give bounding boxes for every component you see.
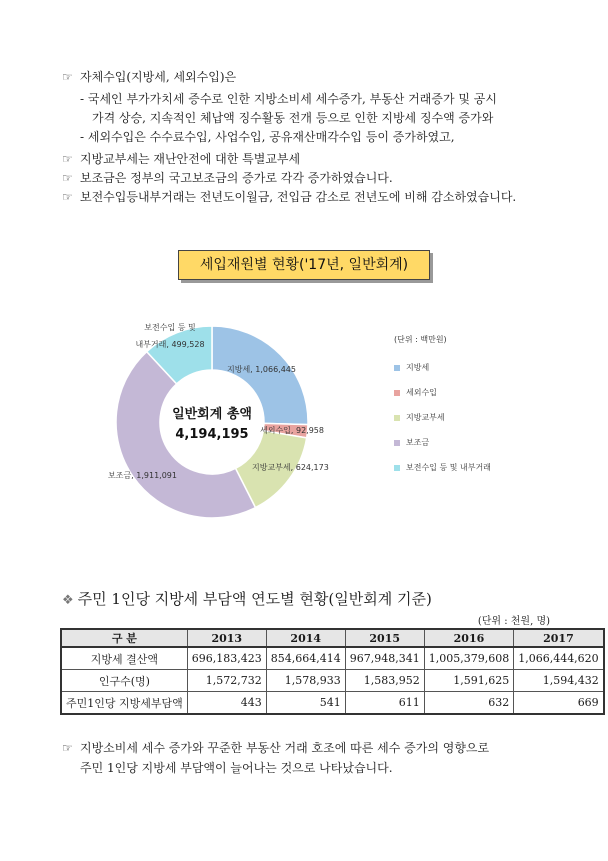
legend-item-internal bbox=[394, 462, 491, 473]
sub-item-non-tax: - 세외수입은 수수료수입, 사업수입, 공유재산매각수입 등이 증가하였고, bbox=[80, 130, 455, 144]
bullet-internal-transactions bbox=[62, 189, 516, 205]
table-row bbox=[61, 692, 604, 715]
cell: 1,005,379,608 bbox=[424, 647, 513, 670]
legend-label: 지방교부세 bbox=[406, 413, 445, 422]
donut-chart bbox=[90, 300, 390, 530]
note-line-2: 주민 1인당 지방세 부담액이 늘어나는 것으로 나타났습니다. bbox=[80, 761, 393, 775]
pointing-hand-icon: ☞ bbox=[62, 152, 73, 166]
legend-swatch bbox=[394, 365, 400, 371]
cell: 1,583,952 bbox=[345, 670, 424, 692]
cell: 1,591,625 bbox=[424, 670, 513, 692]
table-row bbox=[61, 670, 604, 692]
cell: 611 bbox=[345, 692, 424, 715]
note-line-1 bbox=[62, 738, 489, 758]
header-2017: 2017 bbox=[514, 629, 604, 647]
row-label: 지방세 결산액 bbox=[61, 647, 187, 670]
legend-swatch bbox=[394, 390, 400, 396]
chart-title: 세입재원별 현황('17년, 일반회계) bbox=[178, 250, 430, 280]
slice-label-subsidy: 보조금, 1,911,091 bbox=[108, 471, 177, 480]
legend-swatch bbox=[394, 440, 400, 446]
legend-item-grant-tax bbox=[394, 412, 445, 423]
section-title bbox=[62, 588, 432, 609]
legend-label: 보조금 bbox=[406, 438, 430, 447]
header-2014: 2014 bbox=[266, 629, 345, 647]
table-row bbox=[61, 647, 604, 670]
cell: 854,664,414 bbox=[266, 647, 345, 670]
row-label: 주민1인당 지방세부담액 bbox=[61, 692, 187, 715]
legend-swatch bbox=[394, 415, 400, 421]
section-title-text: 주민 1인당 지방세 부담액 연도별 현황(일반회계 기준) bbox=[77, 590, 432, 608]
legend-label: 세외수입 bbox=[406, 388, 437, 397]
slice-label-local-tax: 지방세, 1,066,445 bbox=[227, 365, 296, 374]
donut-center-label: 일반회계 총액 bbox=[172, 407, 252, 422]
slice-label-non-tax: 세외수입, 92,958 bbox=[260, 426, 324, 435]
bullet-text: 보조금은 정부의 국고보조금의 증가로 각각 증가하였습니다. bbox=[80, 171, 393, 185]
bullet-text: 지방교부세는 재난안전에 대한 특별교부세 bbox=[80, 152, 301, 166]
cell: 669 bbox=[514, 692, 604, 715]
legend-unit: (단위 : 백만원) bbox=[394, 335, 447, 344]
pointing-hand-icon: ☞ bbox=[62, 741, 73, 755]
cell: 696,183,423 bbox=[187, 647, 266, 670]
cell: 1,578,933 bbox=[266, 670, 345, 692]
cell: 541 bbox=[266, 692, 345, 715]
legend-item-non-tax bbox=[394, 387, 437, 398]
legend-item-local-tax bbox=[394, 362, 429, 373]
header-2015: 2015 bbox=[345, 629, 424, 647]
row-label: 인구수(명) bbox=[61, 670, 187, 692]
cell: 1,594,432 bbox=[514, 670, 604, 692]
note-text: 지방소비세 세수 증가와 꾸준한 부동산 거래 호조에 따른 세수 증가의 영향으로 bbox=[80, 741, 490, 755]
cell: 967,948,341 bbox=[345, 647, 424, 670]
sub-item-local-tax-cont: 가격 상승, 지속적인 체납액 징수활동 전개 등으로 인한 지방세 징수액 증가와 bbox=[92, 111, 494, 125]
bullet-text: 자체수입(지방세, 세외수입)은 bbox=[80, 70, 237, 84]
pointing-hand-icon: ☞ bbox=[62, 190, 73, 204]
header-category: 구 분 bbox=[61, 629, 187, 647]
sub-item-local-tax: - 국세인 부가가치세 증수로 인한 지방소비세 세수증가, 부동산 거래증가 및 공시 bbox=[80, 92, 497, 106]
slice-label-grant-tax: 지방교부세, 624,173 bbox=[252, 463, 329, 472]
slice-label-internal-2: 내부거래, 499,528 bbox=[135, 340, 205, 349]
legend-label: 지방세 bbox=[406, 363, 430, 372]
diamond-bullet-icon: ❖ bbox=[62, 593, 74, 608]
cell: 443 bbox=[187, 692, 266, 715]
header-2016: 2016 bbox=[424, 629, 513, 647]
legend-item-subsidy bbox=[394, 437, 429, 448]
donut-center-value: 4,194,195 bbox=[175, 427, 249, 442]
conclusion-note bbox=[62, 738, 489, 778]
cell: 1,572,732 bbox=[187, 670, 266, 692]
bullet-grant-tax bbox=[62, 151, 300, 167]
header-2013: 2013 bbox=[187, 629, 266, 647]
legend-label: 보전수입 등 및 내부거래 bbox=[406, 463, 491, 472]
bullet-subsidy bbox=[62, 170, 393, 186]
table-header-row bbox=[61, 629, 604, 647]
bullet-own-revenue bbox=[62, 69, 236, 85]
legend-swatch bbox=[394, 465, 400, 471]
pointing-hand-icon: ☞ bbox=[62, 171, 73, 185]
cell: 632 bbox=[424, 692, 513, 715]
cell: 1,066,444,620 bbox=[514, 647, 604, 670]
slice-label-internal-1: 보전수입 등 및 bbox=[144, 323, 196, 332]
table-unit: (단위 : 천원, 명) bbox=[477, 616, 550, 627]
per-capita-tax-table bbox=[60, 628, 605, 715]
bullet-text: 보전수입등내부거래는 전년도이월금, 전입금 감소로 전년도에 비해 감소하였습니다. bbox=[80, 190, 517, 204]
pointing-hand-icon: ☞ bbox=[62, 70, 73, 84]
